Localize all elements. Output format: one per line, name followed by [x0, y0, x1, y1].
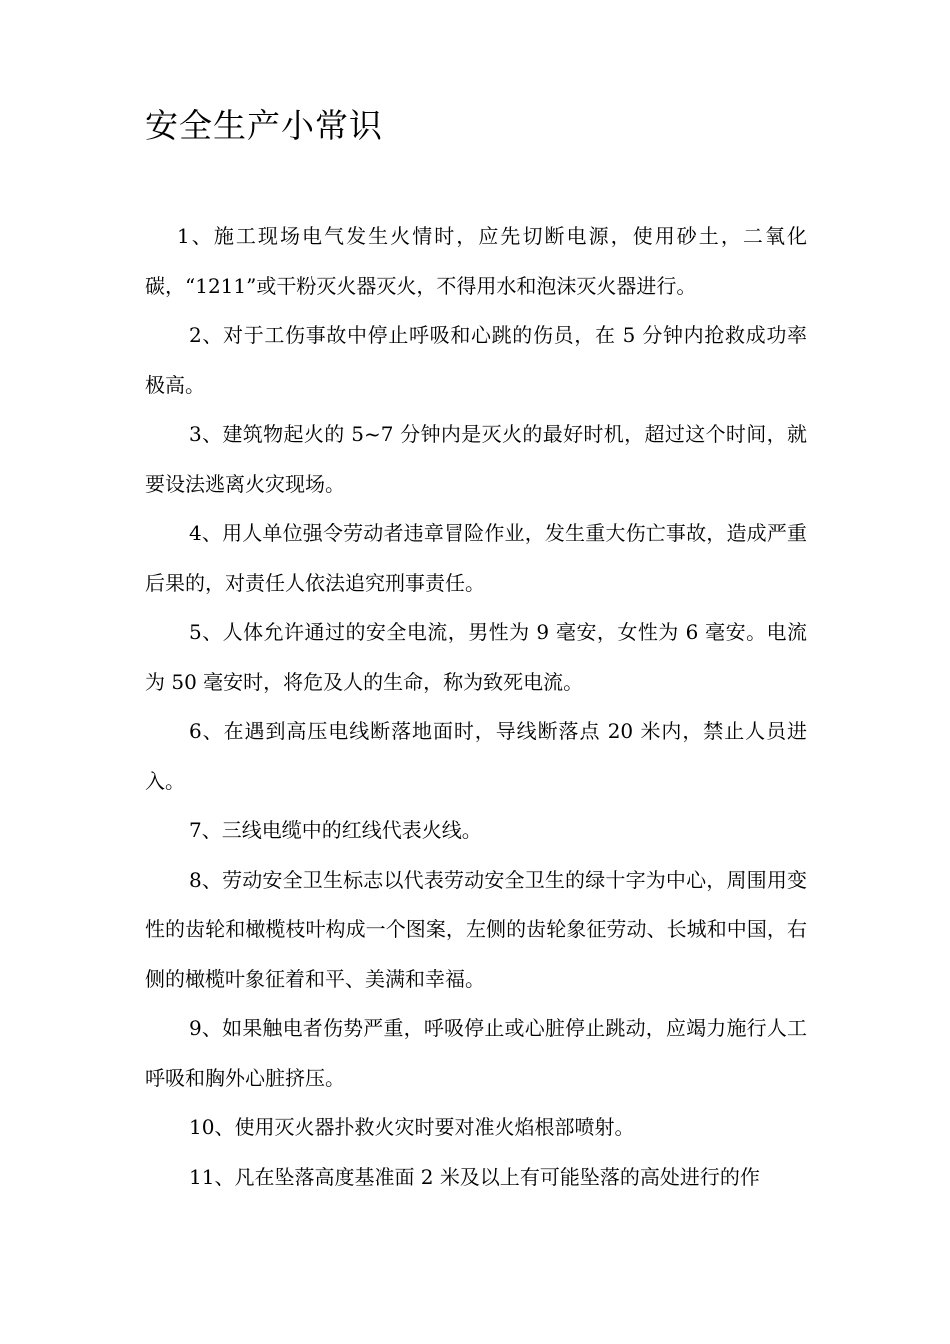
paragraph-10: 10、使用灭火器扑救火灾时要对准火焰根部喷射。 [189, 1115, 635, 1139]
document-title: 安全生产小常识 [145, 106, 383, 145]
paragraph-3: 3、建筑物起火的 5~7 分钟内是灭火的最好时机，超过这个时间，就要设法逃离火灾现场。 [145, 422, 807, 496]
paragraph-8: 8、劳动安全卫生标志以代表劳动安全卫生的绿十字为中心，周围用变性的齿轮和橄榄枝叶构成一个图案，左侧的齿轮象征劳动、长城和中国，右侧的橄榄叶象征着和平、美满和幸福。 [145, 867, 807, 991]
paragraph-7: 7、三线电缆中的红线代表火线。 [189, 818, 482, 842]
paragraph-6: 6、在遇到高压电线断落地面时，导线断落点 20 米内，禁止人员进入。 [145, 719, 807, 793]
paragraph-9: 9、如果触电者伤势严重，呼吸停止或心脏停止跳动，应竭力施行人工呼吸和胸外心脏挤压。 [145, 1016, 807, 1090]
paragraph-5: 5、人体允许通过的安全电流，男性为 9 毫安，女性为 6 毫安。电流为 50 毫安时，将危及人的生命，称为致死电流。 [145, 620, 807, 694]
paragraph-4: 4、用人单位强令劳动者违章冒险作业，发生重大伤亡事故，造成严重后果的，对责任人依法追究刑事责任。 [145, 521, 807, 595]
paragraph-11: 11、凡在坠落高度基准面 2 米及以上有可能坠落的高处进行的作 [189, 1164, 760, 1189]
document-body [145, 212, 807, 1202]
paragraph-2: 2、对于工伤事故中停止呼吸和心跳的伤员，在 5 分钟内抢救成功率极高。 [145, 323, 807, 397]
paragraph-1: 1、施工现场电气发生火情时，应先切断电源，使用砂土，二氧化碳，“1211”或干粉灭火器灭火，不得用水和泡沫灭火器进行。 [145, 224, 807, 298]
